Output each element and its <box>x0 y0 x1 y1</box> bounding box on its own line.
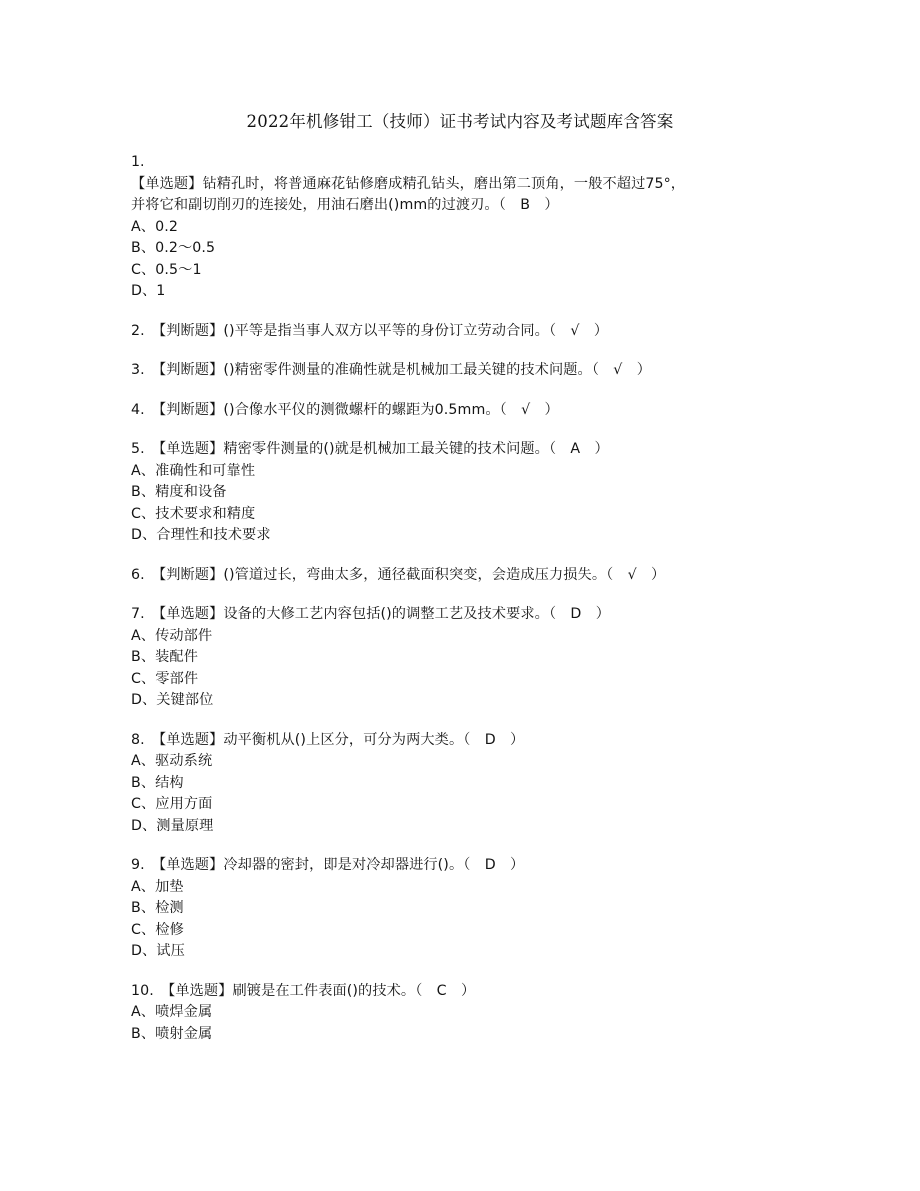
option-b[interactable]: B、喷射金属 <box>131 1025 213 1042</box>
question-block <box>131 321 831 343</box>
option-c[interactable]: C、应用方面 <box>131 796 213 812</box>
option-a[interactable]: A、准确性和可靠性 <box>131 462 256 479</box>
question-stem-line1: 9. 【单选题】冷却器的密封，即是对冷却器进行()。（ D ） <box>131 857 525 873</box>
option-b[interactable]: B、精度和设备 <box>131 484 227 500</box>
question-list <box>131 152 831 1063</box>
option-d[interactable]: D、合理性和技术要求 <box>131 527 271 543</box>
question-block <box>131 400 831 422</box>
option-b[interactable]: B、0.2～0.5 <box>131 240 216 256</box>
question-stem-line1: 10. 【单选题】刷镀是在工件表面()的技术。（ C ） <box>131 982 476 999</box>
option-a[interactable]: A、喷焊金属 <box>131 1004 213 1020</box>
question-block <box>131 981 831 1046</box>
question-block <box>131 855 831 963</box>
question-block <box>131 152 831 303</box>
option-c[interactable]: C、检修 <box>131 921 184 938</box>
option-a[interactable]: A、驱动系统 <box>131 753 213 769</box>
option-b[interactable]: B、装配件 <box>131 649 198 665</box>
option-d[interactable]: D、关键部位 <box>131 692 214 708</box>
question-stem-line1: 6. 【判断题】()管道过长，弯曲太多，通径截面积突变，会造成压力损失。（ √ ） <box>131 566 666 583</box>
question-stem-line1: 4. 【判断题】()合像水平仪的测微螺杆的螺距为0.5mm。（ √ ） <box>131 401 559 418</box>
option-a[interactable]: A、0.2 <box>131 218 178 235</box>
option-c[interactable]: C、技术要求和精度 <box>131 505 256 522</box>
option-c[interactable]: C、零部件 <box>131 670 199 687</box>
question-block <box>131 360 831 382</box>
question-stem-line2: 并将它和副切削刃的连接处，用油石磨出()mm的过渡刃。（ B ） <box>131 197 559 213</box>
option-d[interactable]: D、1 <box>131 283 166 299</box>
question-stem-line1: 8. 【单选题】动平衡机从()上区分，可分为两大类。（ D ） <box>131 731 525 748</box>
question-block <box>131 565 831 587</box>
option-d[interactable]: D、测量原理 <box>131 817 214 834</box>
question-number: 1. <box>131 154 145 170</box>
question-stem-line1: 7. 【单选题】设备的大修工艺内容包括()的调整工艺及技术要求。（ D ） <box>131 606 611 622</box>
question-block <box>131 604 831 712</box>
page-title: 2022年机修钳工（技师）证书考试内容及考试题库含答案 <box>246 112 674 131</box>
question-stem-line1: 【单选题】钻精孔时，将普通麻花钻修磨成精孔钻头，磨出第二顶角，一般不超过75°， <box>131 175 686 192</box>
question-block <box>131 439 831 547</box>
option-a[interactable]: A、加垫 <box>131 878 184 895</box>
question-stem-line1: 3. 【判断题】()精密零件测量的准确性就是机械加工最关键的技术问题。（ √ ） <box>131 362 652 378</box>
option-a[interactable]: A、传动部件 <box>131 627 213 644</box>
option-d[interactable]: D、试压 <box>131 943 185 959</box>
option-b[interactable]: B、检测 <box>131 900 184 916</box>
question-block <box>131 730 831 838</box>
question-stem-line1: 5. 【单选题】精密零件测量的()就是机械加工最关键的技术问题。（ A ） <box>131 441 609 457</box>
question-stem-line1: 2. 【判断题】()平等是指当事人双方以平等的身份订立劳动合同。（ √ ） <box>131 322 609 339</box>
option-c[interactable]: C、0.5～1 <box>131 261 202 278</box>
option-b[interactable]: B、结构 <box>131 774 184 791</box>
